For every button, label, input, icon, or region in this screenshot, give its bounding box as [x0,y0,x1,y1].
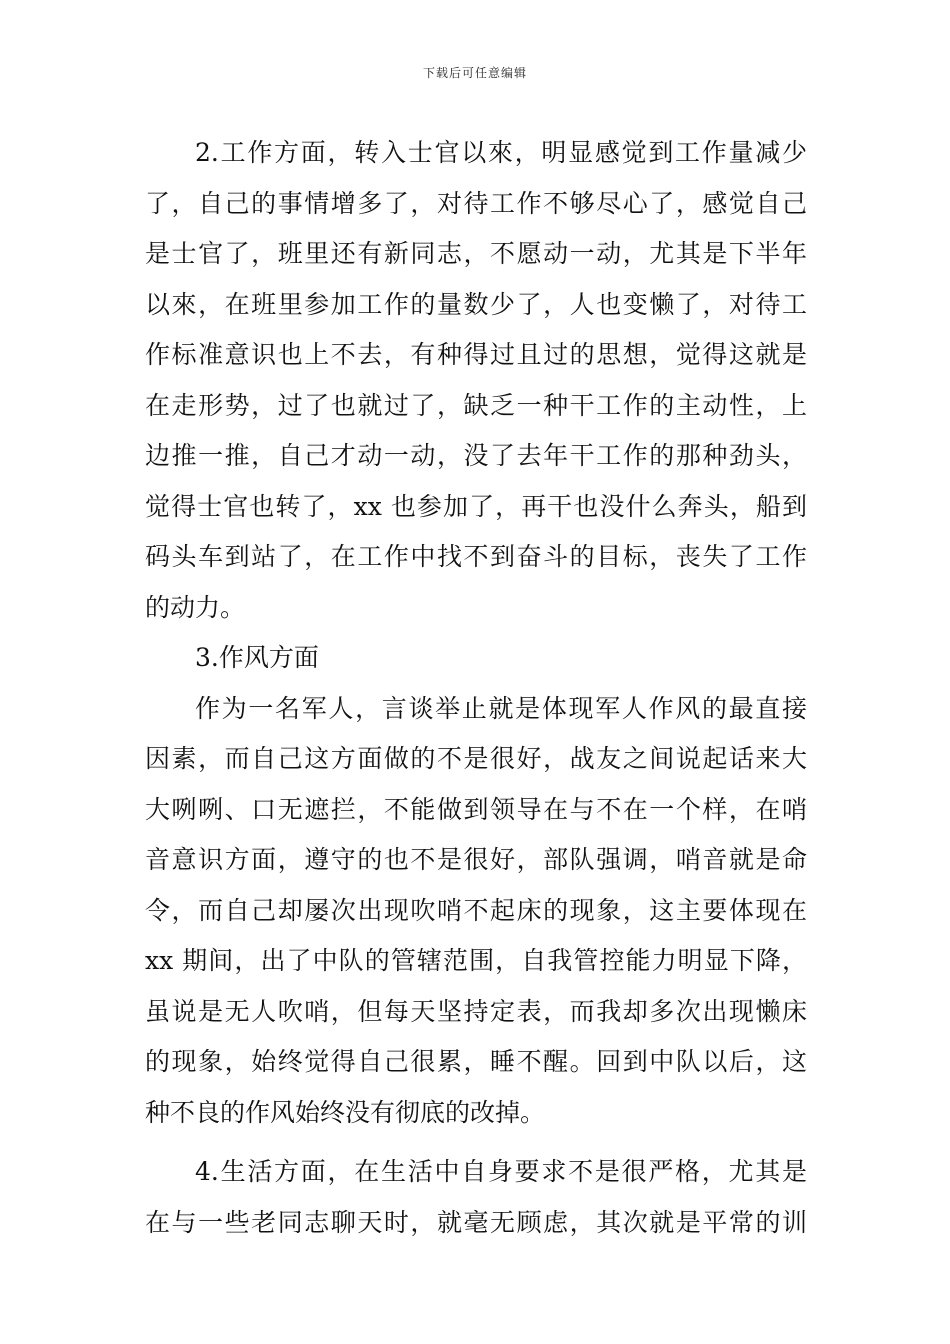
text-line: 虽说是无人吹哨，但每天坚持定表，而我却多次出现懒床 [145,996,807,1026]
text-line: 边推一推，自己才动一动，没了去年干工作的那种劲头， [145,441,807,470]
text-line: 觉得士官也转了，xx 也参加了，再干也没什么奔头，船到 [145,491,807,521]
text-line: 大咧咧、口无遮拦，不能做到领导在与不在一个样，在哨 [145,794,807,824]
text-line: 码头车到站了，在工作中找不到奋斗的目标，丧失了工作 [145,542,807,571]
text-line: 的动力。 [145,592,246,622]
page-header: 下载后可任意编辑 [422,66,527,80]
heading-line: 3.作风方面 [195,643,319,672]
paragraph-style [145,684,807,1139]
paragraph-spacer [145,1138,807,1147]
text-line: 在走形势，过了也就过了，缺乏一种干工作的主动性，上 [145,390,807,420]
text-line: 音意识方面，遵守的也不是很好，部队强调，哨音就是命 [145,845,807,874]
text-line: 2.工作方面，转入士官以來，明显感觉到工作量减少 [195,138,807,167]
paragraph-life [145,1147,807,1248]
paragraph-work [145,128,807,633]
text-line: 因素，而自己这方面做的不是很好，战友之间说起话来大 [145,744,807,773]
section-heading-style [145,633,807,684]
text-line: 作为一名军人，言谈举止就是体现军人作风的最直接 [195,693,807,723]
text-line: xx 期间，出了中队的管辖范围，自我管控能力明显下降， [145,946,807,975]
text-line: 以來，在班里参加工作的量数少了，人也变懒了，对待工 [145,289,807,319]
text-line: 令，而自己却屡次出现吹哨不起床的现象，这主要体现在 [145,895,807,925]
text-line: 作标准意识也上不去，有种得过且过的思想，觉得这就是 [145,340,807,369]
text-line: 是士官了，班里还有新同志，不愿动一动，尤其是下半年 [145,239,807,268]
text-line: 了，自己的事情增多了，对待工作不够尽心了，感觉自己 [145,188,807,218]
text-line: 种不良的作风始终没有彻底的改掉。 [145,1097,546,1127]
text-line: 在与一些老同志聊天时，就毫无顾虑，其次就是平常的训 [145,1207,807,1237]
text-line: 4.生活方面，在生活中自身要求不是很严格，尤其是 [195,1157,807,1186]
text-line: 的现象，始终觉得自己很累，睡不醒。回到中队以后，这 [145,1047,807,1076]
document-body [145,128,807,1248]
